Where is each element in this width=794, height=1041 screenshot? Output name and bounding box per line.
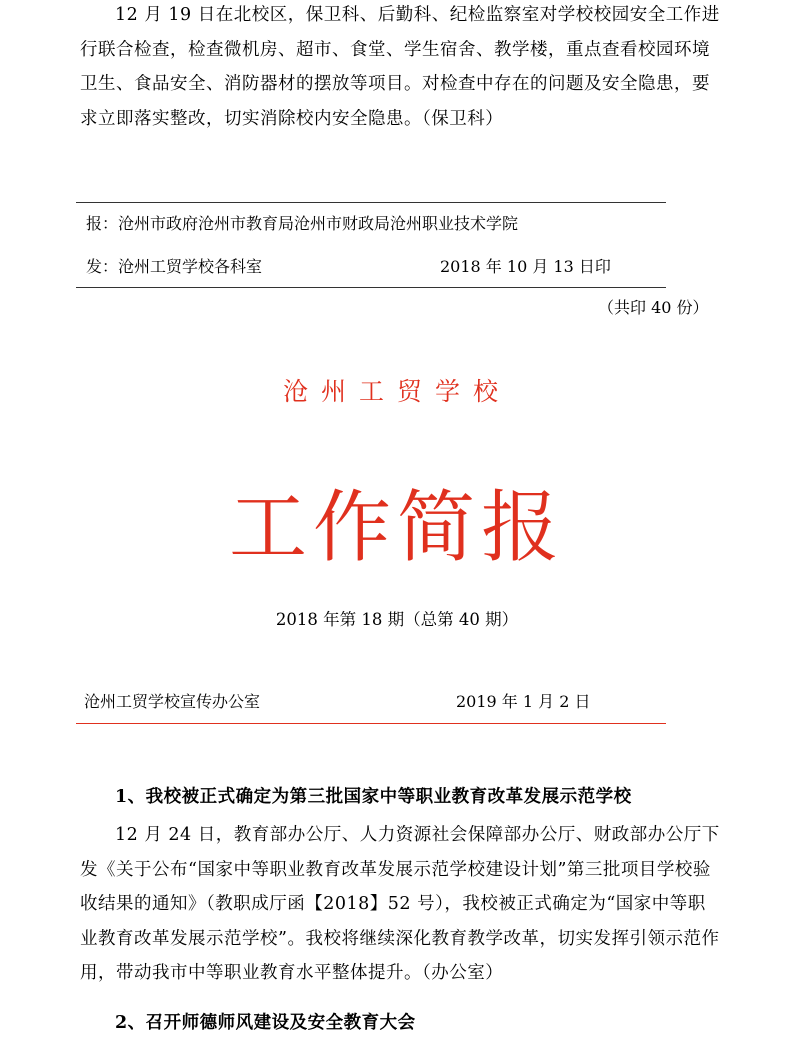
masthead-red-rule [76,723,666,724]
top-paragraph-text: 12 月 19 日在北校区，保卫科、后勤科、纪检监察室对学校校园安全工作进行联合检查，检查微机房、超市、食堂、学生宿舍、教学楼，重点查看校园环境卫生、食品安全、消防器材的摆放等项目。对检查中存在的问题及安全隐患，要求立即落实整改，切实消除校内安全隐患。（保卫科） [80,5,720,129]
issuer-name: 沧州工贸学校 [282,377,511,406]
article-1-heading: 1、我校被正式确定为第三批国家中等职业教育改革发展示范学校 [115,787,632,807]
article-1 [80,780,720,815]
copies-count: （共印 40 份） [598,298,709,317]
report-to-line: 报：沧州市政府沧州市教育局沧州市财政局沧州职业技术学院 [86,214,519,233]
masthead-date: 2019 年 1 月 2 日 [456,692,591,711]
office-name: 沧州工贸学校宣传办公室 [84,692,261,711]
distribution-top-rule [76,202,666,203]
article-2 [80,1006,720,1041]
article-1-body-text: 12 月 24 日，教育部办公厅、人力资源社会保障部办公厅、财政部办公厅下发《关于公布“国家中等职业教育改革发展示范学校建设计划”第三批项目学校验收结果的通知》（教职成厅函【2018】52 号），我校被正式确定为“国家中等职业教育改革发展示范学校”。我校将继续深化教育教学改革，切实发挥引领示范作用，带动我市中等职业教育水平整体提升。（办公室） [80,825,720,983]
print-date: 2018 年 10 月 13 日印 [440,257,611,276]
top-paragraph [80,0,720,136]
send-to-line: 发：沧州工贸学校各科室 [86,257,263,276]
issue-number: 2018 年第 18 期（总第 40 期） [275,610,519,629]
article-1-body [80,818,720,991]
article-2-heading: 2、召开师德师风建设及安全教育大会 [115,1013,416,1033]
distribution-bottom-rule [76,287,666,288]
briefing-title: 工作简报 [228,483,565,573]
